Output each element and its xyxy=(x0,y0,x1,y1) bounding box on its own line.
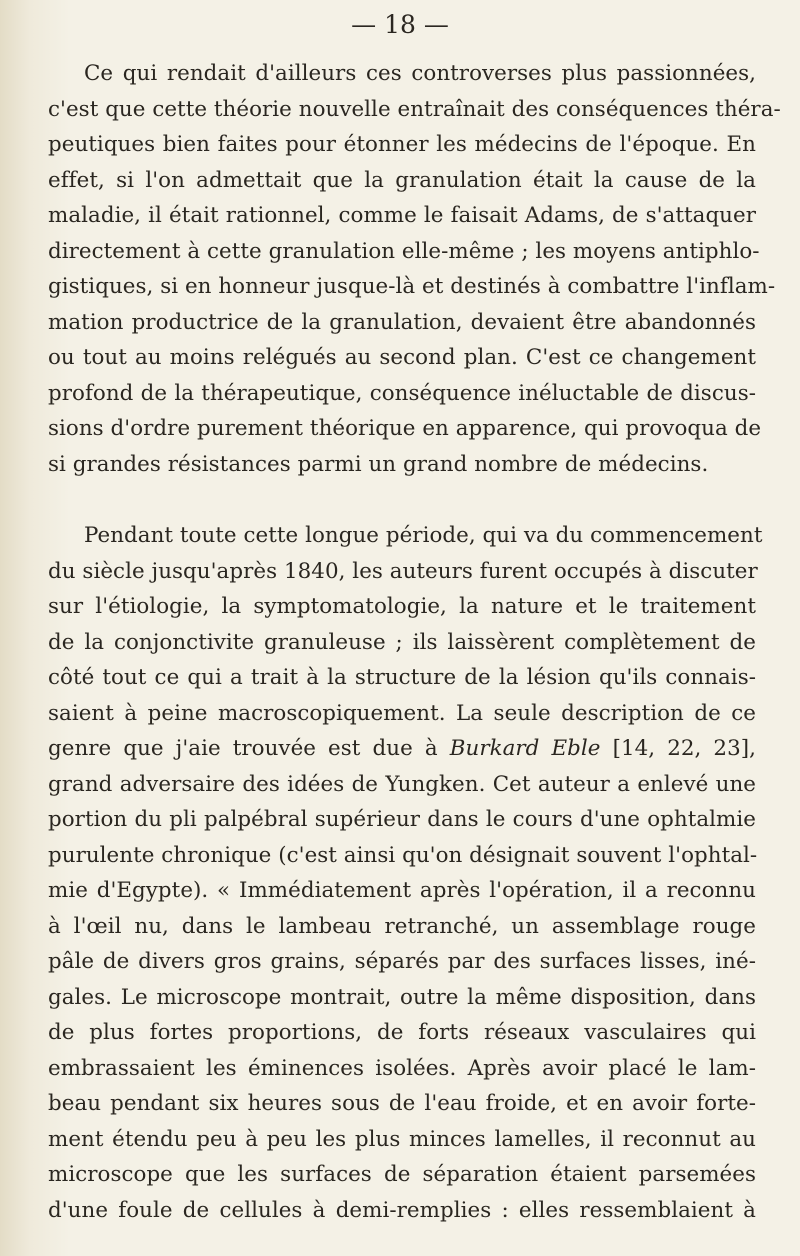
body-text xyxy=(48,56,781,1228)
text-line: mie d'Egypte). « Immédiatement après l'opération, il a reconnu xyxy=(48,878,756,903)
page-number: — 18 — xyxy=(351,10,449,39)
text-line-with-citation xyxy=(48,731,756,767)
text-line: sions d'ordre purement théorique en apparence, qui provoqua de xyxy=(48,416,762,441)
text-line: à l'œil nu, dans le lambeau retranché, un assemblage rouge xyxy=(48,913,756,939)
text-line: c'est que cette théorie nouvelle entraînait des conséquences théra- xyxy=(48,96,781,122)
text-line: de plus fortes proportions, de forts réseaux vasculaires qui xyxy=(48,1020,756,1045)
text-line: peutiques bien faites pour étonner les médecins de l'époque. En xyxy=(48,132,756,157)
text-line: Pendant toute cette longue période, qui va du commencement xyxy=(84,523,763,548)
text-line: d'une foule de cellules à demi-remplies : elles ressemblaient à xyxy=(48,1197,756,1223)
author-name: Burkard Eble xyxy=(449,736,601,761)
text-line: maladie, il était rationnel, comme le faisait Adams, de s'attaquer xyxy=(48,203,756,228)
paragraph-1 xyxy=(48,56,781,482)
text-line: beau pendant six heures sous de l'eau froide, et en avoir forte- xyxy=(48,1091,756,1116)
text-fragment: genre que j'aie trouvée est due à xyxy=(48,736,450,761)
text-line: saient à peine macroscopiquement. La seule description de ce xyxy=(48,700,756,726)
text-line: microscope que les surfaces de séparation étaient parsemées xyxy=(48,1162,756,1187)
paragraph-gap xyxy=(48,482,756,518)
paragraph-2 xyxy=(48,518,763,1228)
text-line: si grandes résistances parmi un grand nombre de médecins. xyxy=(48,451,709,477)
text-line: grand adversaire des idées de Yungken. Cet auteur a enlevé une xyxy=(48,771,756,797)
text-line: sur l'étiologie, la symptomatologie, la nature et le traitement xyxy=(48,594,756,619)
text-line: gales. Le microscope montrait, outre la même disposition, dans xyxy=(48,984,756,1010)
text-line: Ce qui rendait d'ailleurs ces controverses plus passionnées, xyxy=(84,61,756,86)
text-line: mation productrice de la granulation, devaient être abandonnés xyxy=(48,309,756,335)
text-line: purulente chronique (c'est ainsi qu'on désignait souvent l'ophtal- xyxy=(48,842,758,868)
text-line: embrassaient les éminences isolées. Après avoir placé le lam- xyxy=(48,1055,756,1081)
text-line: portion du pli palpébral supérieur dans le cours d'une ophtalmie xyxy=(48,807,756,832)
text-line: pâle de divers gros grains, séparés par des surfaces lisses, iné- xyxy=(48,949,756,974)
citation-reference: [14, 22, 23], xyxy=(600,736,756,761)
text-line: profond de la thérapeutique, conséquence inéluctable de discus- xyxy=(48,380,756,406)
text-line: du siècle jusqu'après 1840, les auteurs furent occupés à discuter xyxy=(48,558,758,584)
text-line: effet, si l'on admettait que la granulation était la cause de la xyxy=(48,167,756,193)
text-line: de la conjonctivite granuleuse ; ils laissèrent complètement de xyxy=(48,629,756,655)
text-line: côté tout ce qui a trait à la structure de la lésion qu'ils connais- xyxy=(48,665,756,690)
text-line: ou tout au moins relégués au second plan. C'est ce changement xyxy=(48,345,756,370)
text-line: gistiques, si en honneur jusque-là et destinés à combattre l'inflam- xyxy=(48,274,776,299)
text-line: directement à cette granulation elle-même ; les moyens antiphlo- xyxy=(48,238,760,264)
text-line: ment étendu peu à peu les plus minces lamelles, il reconnut au xyxy=(48,1126,756,1152)
